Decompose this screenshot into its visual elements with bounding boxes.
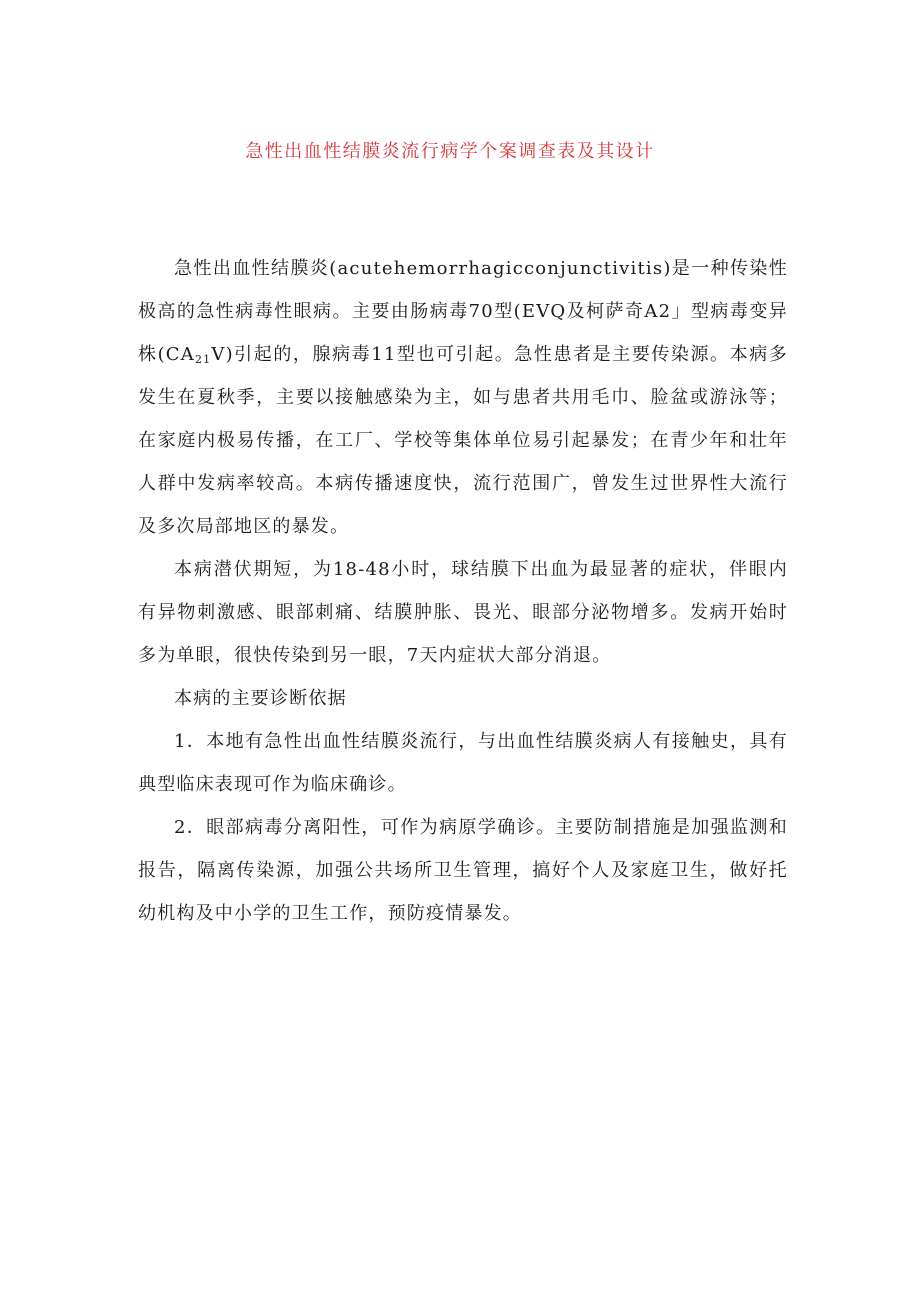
paragraph-definition-text-a: 急性出血性结膜炎(acutehemorrhagicconjunctivitis)是一种传染性极高的急性病毒性眼病。主要由肠病毒70型(EVQ及柯萨奇A2」型病毒变异株(CA xyxy=(138,258,788,365)
paragraph-diagnosis-heading: 本病的主要诊断依据 xyxy=(174,688,347,709)
paragraph-diagnosis-item-2: 2．眼部病毒分离阳性，可作为病原学确诊。主要防制措施是加强监测和报告，隔离传染源，加强公共场所卫生管理，搞好个人及家庭卫生，做好托幼机构及中小学的卫生工作，预防疫情暴发。 xyxy=(138,817,788,924)
paragraph-diagnosis-item-1: 1．本地有急性出血性结膜炎流行，与出血性结膜炎病人有接触史，具有典型临床表现可作为临床确诊。 xyxy=(138,731,788,795)
paragraph-symptoms: 本病潜伏期短，为18-48小时，球结膜下出血为最显著的症状，伴眼内有异物刺激感、眼部刺痛、结膜肿胀、畏光、眼部分泌物增多。发病开始时多为单眼，很快传染到另一眼，7天内症状大部分消退。 xyxy=(138,559,788,666)
subscript-strain-number: 21 xyxy=(194,353,212,366)
paragraph-definition xyxy=(138,247,788,548)
document-body xyxy=(138,247,788,935)
paragraph-definition-text-b: V)引起的，腺病毒11型也可引起。急性患者是主要传染源。本病多发生在夏秋季，主要以接触感染为主，如与患者共用毛巾、脸盆或游泳等；在家庭内极易传播，在工厂、学校等集体单位易引起暴发；在青少年和壮年人群中发病率较高。本病传播速度快，流行范围广，曾发生过世界性大流行及多次局部地区的暴发。 xyxy=(138,344,788,537)
document-title: 急性出血性结膜炎流行病学个案调查表及其设计 xyxy=(245,141,655,162)
